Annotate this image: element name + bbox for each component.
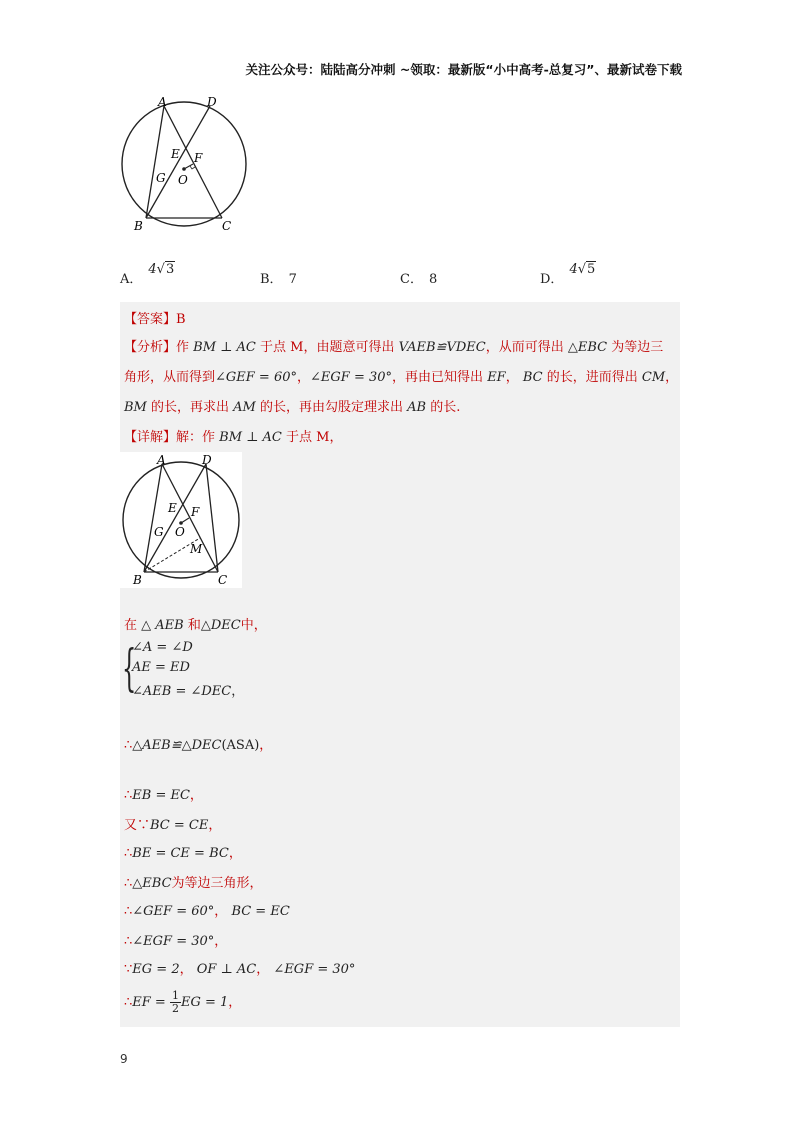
analysis-line-3: BM 的长，再求出 AM 的长，再由勾股定理求出 AB 的长. bbox=[124, 400, 461, 415]
answer-line: 【答案】B bbox=[124, 312, 186, 327]
label-F: F bbox=[191, 505, 200, 519]
label-E: E bbox=[168, 501, 177, 515]
label-B: B bbox=[133, 573, 142, 587]
step-eb-ec: ∴EB = EC， bbox=[124, 788, 203, 803]
label-C: C bbox=[222, 219, 232, 232]
label-D: D bbox=[202, 453, 212, 467]
label-D: D bbox=[207, 96, 217, 109]
label-C: C bbox=[218, 573, 228, 587]
page-number: 9 bbox=[120, 1052, 128, 1066]
label-A: A bbox=[158, 96, 167, 109]
step-angle-egf: ∴∠EGF = 30°， bbox=[124, 934, 228, 949]
label-E: E bbox=[171, 147, 180, 161]
label-M: M bbox=[190, 542, 203, 556]
step-bc-ce: 又∵BC = CE， bbox=[124, 818, 222, 833]
label-G: G bbox=[154, 525, 164, 539]
step-given: ∵EG = 2， OF ⊥ AC， ∠EGF = 30° bbox=[124, 962, 356, 977]
step-equilateral: ∴△EBC为等边三角形， bbox=[124, 876, 263, 891]
condition-brace: { ∠A = ∠D AE = ED ∠AEB = ∠DEC， bbox=[122, 639, 245, 699]
label-O: O bbox=[178, 173, 188, 187]
label-B: B bbox=[134, 219, 143, 232]
step-ef: ∴EF = $\frac{1}{2}$ EG = 1， bbox=[124, 989, 242, 1015]
step-congruent: ∴△AEB≌△DEC(ASA)， bbox=[124, 738, 273, 753]
option-a: A．4√3 bbox=[120, 262, 175, 287]
answer-options bbox=[120, 258, 680, 287]
option-c: C． 8 bbox=[400, 272, 438, 287]
label-A: A bbox=[157, 453, 166, 467]
geometry-figure-1 bbox=[118, 96, 250, 232]
option-d: D．4√5 bbox=[540, 262, 596, 287]
step-be-ce-bc: ∴BE = CE = BC， bbox=[124, 846, 242, 861]
geometry-figure-2 bbox=[120, 452, 242, 588]
page-header: 关注公众号：陆陆高分冲刺 ~领取：最新版“小中高考-总复习”、最新试卷下载 bbox=[245, 62, 682, 77]
analysis-line-1: 【分析】作 BM ⊥ AC 于点 M，由题意可得出 VAEB≌VDEC，从而可得出 △EBC 为等边三 bbox=[124, 340, 664, 355]
label-O: O bbox=[175, 525, 185, 539]
analysis-line-2: 角形，从而得到∠GEF = 60°，∠EGF = 30°，再由已知得出 EF， BC 的长，进而得出 CM， bbox=[124, 370, 679, 385]
detail-line: 【详解】解：作 BM ⊥ AC 于点 M， bbox=[124, 430, 343, 445]
label-F: F bbox=[194, 151, 203, 165]
step-angle-gef: ∴∠GEF = 60°， BC = EC bbox=[124, 904, 290, 919]
option-b: B． 7 bbox=[260, 272, 297, 287]
label-G: G bbox=[156, 171, 166, 185]
in-triangles-line: 在 △ AEB 和△DEC中， bbox=[124, 618, 267, 633]
circle bbox=[122, 102, 246, 226]
solution-block bbox=[120, 302, 680, 1027]
